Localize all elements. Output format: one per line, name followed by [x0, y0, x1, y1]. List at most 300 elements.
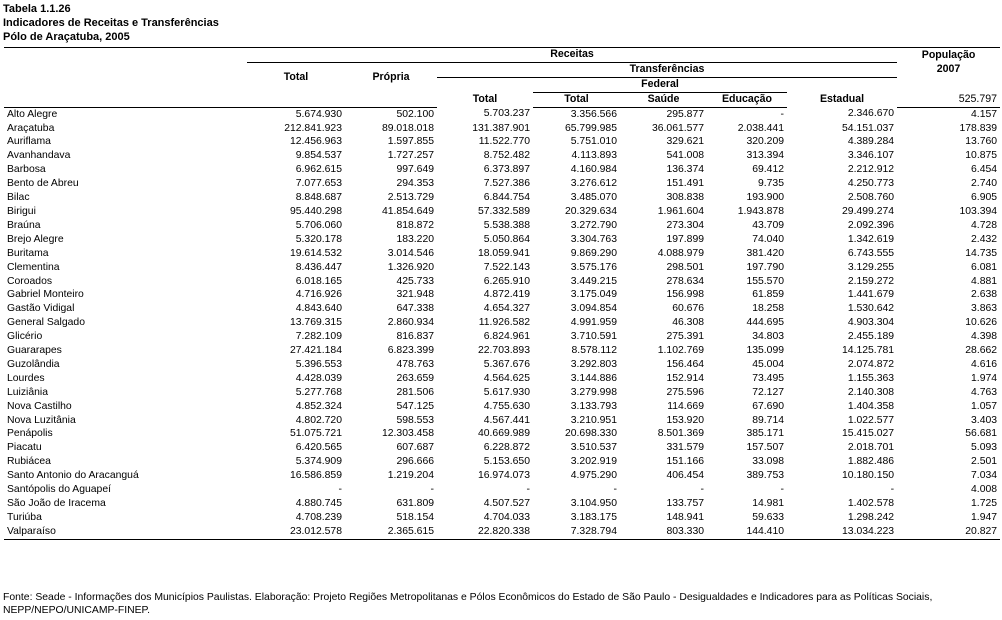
cell-saude: 152.914	[666, 372, 704, 384]
cell-populacao: 1.725	[971, 498, 998, 509]
cell-transf-total: 4.755.630	[483, 400, 530, 412]
cell-saude: 295.877	[666, 108, 704, 120]
cell-total: 13.769.315	[289, 317, 342, 329]
cell-estadual: 15.415.027	[842, 428, 895, 440]
cell-municipio: Birigui	[7, 205, 36, 217]
cell-saude: 1.961.604	[657, 205, 704, 217]
cell-populacao: 10.875	[965, 150, 998, 162]
cell-propria: 89.018.018	[381, 122, 434, 134]
cell-populacao: 4.728	[971, 219, 998, 231]
cell-federal-total: 3.279.998	[570, 386, 617, 398]
cell-saude: 275.391	[666, 331, 704, 343]
table-row	[4, 205, 1000, 219]
cell-municipio: Braúna	[7, 219, 41, 231]
cell-transf-total: 5.153.650	[483, 456, 530, 468]
cell-saude: 151.166	[666, 456, 704, 468]
cell-propria: 997.649	[396, 164, 434, 176]
cell-estadual: 13.034.223	[787, 525, 897, 539]
cell-populacao: 2.638	[971, 289, 998, 301]
cell-federal-total: 3.272.790	[570, 219, 617, 231]
cell-estadual: -	[890, 484, 895, 496]
cell-saude: 151.491	[666, 178, 704, 190]
cell-saude: 308.838	[666, 192, 704, 204]
cell-estadual: 2.074.872	[847, 358, 895, 370]
cell-educacao: 144.410	[707, 525, 787, 539]
table-row	[4, 400, 1000, 414]
header-ano: 2007	[936, 63, 961, 76]
cell-saude: 136.374	[666, 164, 704, 176]
cell-propria: 263.659	[396, 372, 434, 384]
cell-estadual: 3.129.255	[847, 261, 895, 273]
cell-transf-total: 8.752.482	[483, 150, 530, 162]
cell-transf-total: 4.564.625	[483, 372, 530, 384]
cell-federal-total: 3.304.763	[570, 233, 617, 245]
cell-populacao: 178.839	[959, 122, 998, 134]
cell-saude: 148.941	[666, 511, 704, 523]
cell-populacao: 14.735	[965, 247, 998, 259]
header-propria: Própria	[372, 70, 410, 83]
table-title-block	[3, 2, 219, 44]
cell-propria: 3.014.546	[387, 247, 434, 259]
cell-total: 23.012.578	[247, 525, 345, 539]
cell-educacao: 67.690	[752, 400, 784, 412]
cell-total: 12.456.963	[289, 136, 342, 148]
cell-propria: 502.100	[396, 108, 434, 120]
cell-populacao: 5.093	[971, 442, 998, 454]
header-transferencias: Transferências	[437, 62, 897, 77]
cell-propria: 1.326.920	[387, 261, 434, 273]
cell-estadual: 3.346.107	[847, 150, 895, 162]
cell-municipio: Buritama	[7, 247, 49, 259]
cell-total: 5.277.768	[295, 386, 342, 398]
cell-total: 5.706.060	[295, 219, 342, 231]
cell-federal-total: 3.175.049	[570, 289, 617, 301]
table-row	[4, 330, 1000, 344]
cell-municipio: Rubiácea	[7, 456, 51, 468]
table-row	[4, 427, 1000, 441]
table-row	[4, 288, 1000, 302]
cell-total: 4.708.239	[295, 511, 342, 523]
cell-saude: 298.501	[666, 261, 704, 273]
cell-estadual: 10.180.150	[842, 470, 895, 482]
cell-estadual: 4.250.773	[847, 178, 895, 190]
cell-saude: 156.998	[666, 289, 704, 301]
header-fed-total: Total	[533, 92, 620, 107]
cell-transf-total: 4.507.527	[483, 498, 530, 509]
table-body	[4, 107, 1000, 539]
cell-saude: 278.634	[666, 275, 704, 287]
header-estadual: Estadual	[819, 93, 865, 106]
cell-municipio: Bilac	[7, 192, 30, 204]
cell-municipio: Clementina	[7, 261, 60, 273]
cell-populacao: 4.763	[971, 386, 998, 398]
table-row	[4, 386, 1000, 400]
cell-total: 212.841.923	[284, 122, 342, 134]
cell-total: 8.848.687	[295, 192, 342, 204]
cell-transf-total: 5.050.864	[483, 233, 530, 245]
cell-saude: 197.899	[666, 233, 704, 245]
cell-total: 6.420.565	[295, 442, 342, 454]
table-row	[4, 247, 1000, 261]
cell-educacao: 313.394	[746, 150, 784, 162]
cell-propria: -	[430, 484, 434, 496]
cell-saude: 36.061.577	[651, 122, 704, 134]
cell-propria: 2.513.729	[387, 192, 434, 204]
cell-federal-total: 3.575.176	[570, 261, 617, 273]
cell-municipio: Auriflama	[7, 136, 51, 148]
cell-municipio: Glicério	[7, 331, 43, 343]
cell-educacao: 69.412	[752, 164, 784, 176]
table-row	[4, 455, 1000, 469]
cell-estadual: 1.342.619	[847, 233, 895, 245]
cell-propria: 1.727.257	[387, 150, 434, 162]
cell-propria: 818.872	[396, 219, 434, 231]
cell-populacao: 3.863	[971, 303, 998, 315]
cell-propria: 41.854.649	[381, 205, 434, 217]
cell-estadual: 2.092.396	[847, 219, 895, 231]
cell-propria: 294.353	[396, 178, 434, 190]
cell-educacao: 74.040	[752, 233, 784, 245]
cell-total: 16.586.859	[289, 470, 342, 482]
header-saude: Saúde	[620, 92, 707, 107]
cell-federal-total: -	[613, 484, 617, 496]
cell-transf-total: -	[526, 484, 530, 496]
cell-estadual: 2.018.701	[847, 442, 895, 454]
cell-estadual: 54.151.037	[842, 122, 895, 134]
table-subtitle: Pólo de Araçatuba, 2005	[3, 31, 130, 43]
cell-municipio: Santo Antonio do Aracanguá	[7, 470, 139, 482]
header-blank	[4, 92, 247, 107]
cell-propria: 2.860.934	[387, 317, 434, 329]
cell-propria: 518.154	[396, 511, 434, 523]
cell-total: -	[338, 484, 342, 496]
cell-estadual: 1.022.577	[847, 414, 895, 426]
cell-saude: 46.308	[672, 317, 704, 329]
cell-federal-total: 9.869.290	[570, 247, 617, 259]
cell-federal-total: 3.144.886	[570, 372, 617, 384]
cell-educacao: 2.038.441	[737, 122, 784, 134]
cell-educacao: 73.495	[752, 372, 784, 384]
cell-total: 5.396.553	[295, 358, 342, 370]
cell-educacao: 59.633	[752, 511, 784, 523]
cell-transf-total: 4.872.419	[483, 289, 530, 301]
table-row	[4, 525, 1000, 539]
header-transf-total: Total	[472, 93, 498, 106]
cell-educacao: 33.098	[752, 456, 784, 468]
table-row	[4, 316, 1000, 330]
cell-educacao: 193.900	[746, 192, 784, 204]
cell-educacao: 89.714	[752, 414, 784, 426]
cell-federal-total: 3.183.175	[570, 511, 617, 523]
cell-municipio: Piacatu	[7, 442, 42, 454]
table-row	[4, 122, 1000, 136]
cell-total: 4.843.640	[295, 303, 342, 315]
cell-federal-total: 20.698.330	[564, 428, 617, 440]
cell-municipio: Araçatuba	[7, 122, 55, 134]
cell-total: 4.716.926	[295, 289, 342, 301]
table-row	[4, 149, 1000, 163]
cell-estadual: 2.508.760	[847, 192, 895, 204]
cell-populacao: 103.394	[959, 205, 998, 217]
cell-federal-total: 3.210.951	[570, 414, 617, 426]
cell-municipio: Brejo Alegre	[7, 233, 64, 245]
cell-propria: 2.365.615	[345, 525, 437, 539]
cell-saude: 114.669	[667, 400, 704, 412]
cell-municipio: Penápolis	[7, 428, 53, 440]
cell-estadual: 2.346.670	[847, 108, 895, 120]
cell-saude: 275.596	[666, 386, 704, 398]
cell-transf-total: 6.373.897	[483, 164, 530, 176]
cell-transf-total: 11.926.582	[478, 317, 530, 329]
table-row	[4, 511, 1000, 525]
cell-transf-total: 40.669.989	[477, 428, 530, 440]
cell-educacao: 1.943.878	[737, 205, 784, 217]
cell-total: 51.075.721	[289, 428, 342, 440]
cell-transf-total: 5.538.388	[483, 219, 530, 231]
table-number: Tabela 1.1.26	[3, 3, 71, 15]
cell-total: 8.436.447	[295, 261, 342, 273]
cell-federal-total: 4.975.290	[570, 470, 617, 482]
cell-propria: 1.219.204	[387, 470, 434, 482]
cell-populacao: 7.034	[971, 470, 998, 482]
cell-propria: 296.666	[396, 456, 434, 468]
cell-saude: -	[700, 484, 704, 496]
cell-estadual: 2.212.912	[847, 164, 895, 176]
cell-federal-total: 3.510.537	[570, 442, 617, 454]
cell-transf-total: 5.703.237	[483, 108, 530, 120]
cell-municipio: Alto Alegre	[7, 108, 58, 120]
cell-saude: 331.579	[666, 442, 704, 454]
cell-federal-total: 3.449.215	[570, 275, 617, 287]
cell-municipio: Bento de Abreu	[7, 178, 79, 190]
cell-populacao: 20.827	[897, 525, 1000, 539]
cell-total: 4.428.039	[295, 372, 342, 384]
cell-municipio: Nova Luzitânia	[7, 414, 76, 426]
cell-total: 19.614.532	[289, 247, 342, 259]
cell-educacao: 14.981	[752, 498, 784, 509]
cell-saude: 273.304	[666, 219, 704, 231]
cell-propria: 425.733	[396, 275, 434, 287]
cell-transf-total: 6.844.754	[483, 192, 530, 204]
cell-educacao: 155.570	[746, 275, 784, 287]
cell-transf-total: 11.522.770	[478, 136, 530, 148]
cell-estadual: 6.743.555	[847, 247, 895, 259]
header-blank	[247, 92, 345, 107]
table-row	[4, 107, 1000, 121]
source-footnote: Fonte: Seade - Informações dos Municípios Paulistas. Elaboração: Projeto Regiões Metropolitanas e Pólos Econômicos do Estado de São Paulo - Desigualdades e Indicadores para as Políticas Sociais, NEPP/NEPO/UNICAMP-FINEP.	[3, 592, 933, 616]
cell-transf-total: 6.824.961	[483, 331, 530, 343]
cell-propria: 598.553	[396, 414, 434, 426]
cell-transf-total: 57.332.589	[477, 205, 530, 217]
cell-educacao: 197.790	[746, 261, 784, 273]
cell-estadual: 2.159.272	[847, 275, 895, 287]
cell-populacao: 56.681	[965, 428, 998, 440]
cell-total: 4.880.745	[295, 498, 342, 509]
cell-saude: 1.102.769	[657, 345, 704, 357]
cell-educacao: 385.171	[746, 428, 784, 440]
cell-estadual: 2.140.308	[847, 386, 895, 398]
cell-total: 7.282.109	[295, 331, 342, 343]
cell-educacao: 45.004	[752, 358, 784, 370]
cell-transf-total: 7.522.143	[483, 261, 530, 273]
cell-propria: 478.763	[396, 358, 434, 370]
cell-saude: 4.088.979	[657, 247, 704, 259]
population-total: 525.797	[897, 92, 1000, 107]
cell-federal-total: 5.751.010	[570, 136, 617, 148]
cell-federal-total: 3.104.950	[570, 498, 617, 509]
cell-propria: 631.809	[396, 498, 434, 509]
cell-transf-total: 7.527.386	[483, 178, 530, 190]
cell-educacao: -	[780, 484, 784, 496]
cell-educacao: 320.209	[746, 136, 784, 148]
cell-educacao: 61.859	[752, 289, 784, 301]
cell-federal-total: 4.160.984	[570, 164, 617, 176]
cell-transf-total: 4.704.033	[483, 511, 530, 523]
cell-educacao: 157.507	[746, 442, 784, 454]
cell-total: 5.674.930	[295, 108, 342, 120]
cell-municipio: Guararapes	[7, 345, 62, 357]
cell-populacao: 28.662	[965, 345, 998, 357]
cell-saude: 803.330	[620, 525, 707, 539]
cell-transf-total: 5.617.930	[483, 386, 530, 398]
header-row-3	[4, 77, 1000, 92]
table-row	[4, 275, 1000, 289]
cell-propria: 321.948	[396, 289, 434, 301]
cell-transf-total: 4.654.327	[483, 303, 530, 315]
cell-federal-total: 8.578.112	[571, 345, 617, 357]
cell-total: 27.421.184	[289, 345, 342, 357]
cell-municipio: Gabriel Monteiro	[7, 289, 84, 301]
cell-propria: 183.220	[396, 233, 434, 245]
cell-total: 9.854.537	[295, 150, 342, 162]
cell-transf-total: 22.703.893	[477, 345, 530, 357]
cell-propria: 6.823.399	[387, 345, 434, 357]
header-populacao: População	[897, 48, 1000, 63]
cell-transf-total: 22.820.338	[437, 525, 533, 539]
cell-saude: 60.676	[672, 303, 704, 315]
cell-educacao: 43.709	[752, 219, 784, 231]
cell-estadual: 2.455.189	[847, 331, 895, 343]
cell-municipio: Valparaíso	[4, 525, 247, 539]
cell-total: 5.320.178	[295, 233, 342, 245]
cell-estadual: 29.499.274	[842, 205, 895, 217]
cell-saude: 406.454	[666, 470, 704, 482]
cell-estadual: 1.882.486	[847, 456, 895, 468]
cell-populacao: 6.905	[971, 192, 998, 204]
table-row	[4, 414, 1000, 428]
cell-federal-total: 20.329.634	[564, 205, 617, 217]
cell-populacao: 1.947	[971, 511, 998, 523]
cell-transf-total: 18.059.941	[477, 247, 530, 259]
cell-municipio: Turiúba	[7, 511, 42, 523]
cell-federal-total: 3.356.566	[570, 108, 617, 120]
cell-transf-total: 16.974.073	[477, 470, 530, 482]
cell-municipio: Gastão Vidigal	[7, 303, 75, 315]
header-blank	[4, 77, 247, 92]
cell-propria: 547.125	[396, 400, 434, 412]
cell-educacao: 34.803	[752, 331, 784, 343]
cell-saude: 156.464	[666, 358, 704, 370]
table-header	[4, 48, 1000, 108]
cell-propria: 816.837	[396, 331, 434, 343]
table-row	[4, 497, 1000, 511]
cell-municipio: Nova Castilho	[7, 400, 72, 412]
header-blank	[345, 92, 437, 107]
cell-municipio: Santópolis do Aguapeí	[7, 484, 111, 496]
cell-populacao: 2.432	[971, 233, 998, 245]
cell-saude: 8.501.369	[657, 428, 704, 440]
cell-total: 6.018.165	[295, 275, 342, 287]
cell-transf-total: 131.387.901	[472, 122, 530, 134]
cell-municipio: Barbosa	[7, 164, 46, 176]
cell-total: 95.440.298	[289, 205, 342, 217]
cell-populacao: 1.974	[971, 372, 998, 384]
cell-federal-total: 3.202.919	[570, 456, 617, 468]
table-row	[4, 344, 1000, 358]
table-row	[4, 177, 1000, 191]
cell-federal-total: 4.991.959	[570, 317, 617, 329]
table-row	[4, 441, 1000, 455]
cell-propria: 1.597.855	[387, 136, 434, 148]
cell-populacao: 4.157	[971, 108, 998, 120]
cell-saude: 153.920	[666, 414, 704, 426]
cell-educacao: 9.735	[757, 178, 784, 190]
cell-federal-total: 3.133.793	[570, 400, 617, 412]
table-row	[4, 261, 1000, 275]
cell-populacao: 6.454	[971, 164, 998, 176]
cell-propria: 607.687	[396, 442, 434, 454]
cell-transf-total: 5.367.676	[483, 358, 530, 370]
cell-populacao: 4.008	[971, 484, 998, 496]
table-row	[4, 233, 1000, 247]
cell-populacao: 2.740	[971, 178, 998, 190]
cell-total: 6.962.615	[295, 164, 342, 176]
cell-saude: 541.008	[666, 150, 704, 162]
table-row	[4, 302, 1000, 316]
cell-populacao: 4.398	[971, 331, 998, 343]
cell-educacao: 72.127	[752, 386, 784, 398]
cell-educacao: 135.099	[746, 345, 784, 357]
cell-propria: 281.506	[396, 386, 434, 398]
table-title: Indicadores de Receitas e Transferências	[3, 17, 219, 29]
cell-federal-total: 4.113.893	[571, 150, 617, 162]
header-total: Total	[283, 70, 309, 83]
cell-populacao: 3.403	[971, 414, 998, 426]
cell-estadual: 14.125.781	[842, 345, 895, 357]
table-row	[4, 191, 1000, 205]
cell-propria: 12.303.458	[381, 428, 434, 440]
cell-total: 5.374.909	[295, 456, 342, 468]
cell-municipio: Avanhandava	[7, 150, 71, 162]
cell-populacao: 13.760	[965, 136, 998, 148]
cell-total: 4.852.324	[295, 400, 342, 412]
cell-educacao: 389.753	[746, 470, 784, 482]
cell-populacao: 2.501	[971, 456, 998, 468]
cell-saude: 133.757	[666, 498, 704, 509]
cell-populacao: 4.881	[971, 275, 998, 287]
cell-educacao: 381.420	[746, 247, 784, 259]
cell-estadual: 1.441.679	[847, 289, 895, 301]
cell-populacao: 6.081	[971, 261, 998, 273]
header-federal: Federal	[533, 77, 787, 92]
cell-educacao: 18.258	[752, 303, 784, 315]
cell-estadual: 1.402.578	[847, 498, 895, 509]
cell-federal-total: 65.799.985	[564, 122, 617, 134]
header-blank	[897, 77, 1000, 92]
cell-educacao: 444.695	[746, 317, 784, 329]
table-row	[4, 469, 1000, 483]
cell-transf-total: 6.265.910	[483, 275, 530, 287]
